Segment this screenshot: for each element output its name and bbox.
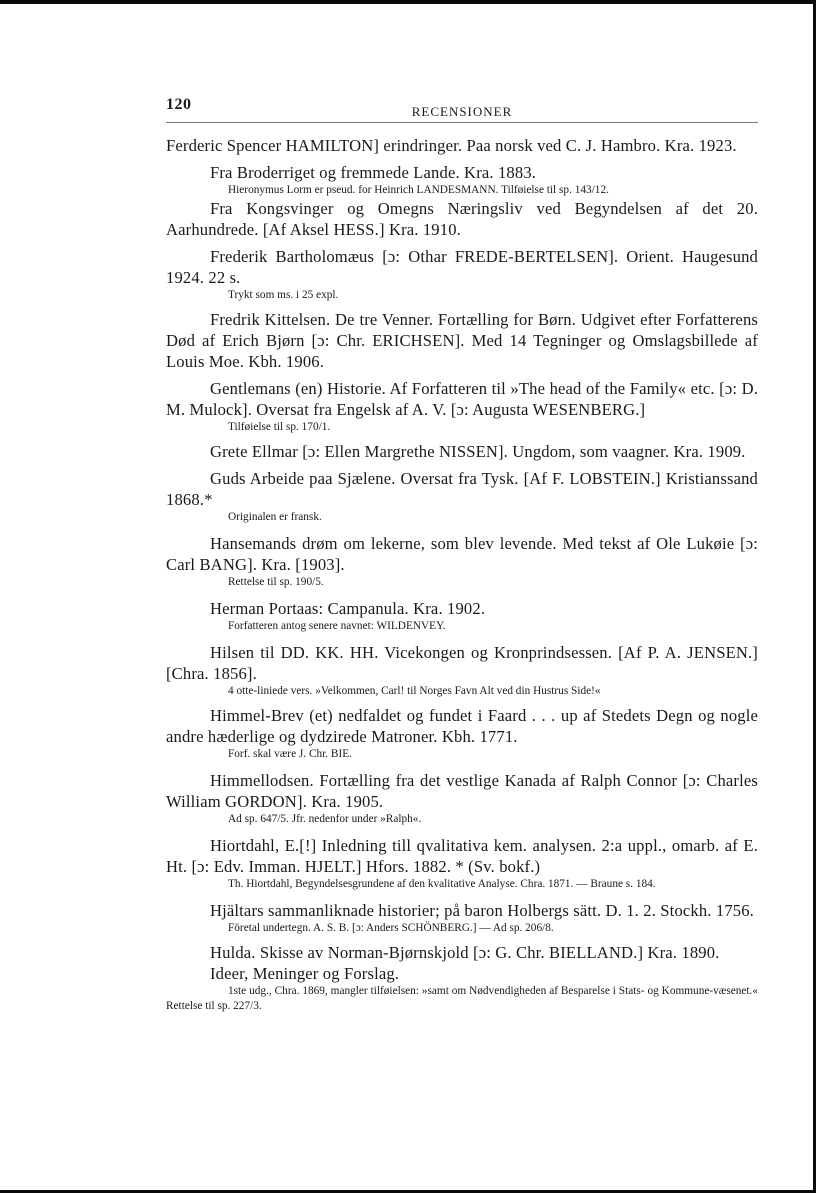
entry-note: Tilføielse til sp. 170/1. [228, 421, 331, 433]
entry-text: Fra Broderriget og fremmede Lande. Kra. 1883. [210, 163, 537, 182]
entry-text: Hjältars sammanliknade historier; på baron Holbergs sätt. D. 1. 2. Stockh. 1756. [210, 901, 754, 920]
entry-text: Guds Arbeide paa Sjælene. Oversat fra Tysk. [Af F. LOBSTEIN.] Kristianssand 1868.* [166, 469, 758, 509]
entry-note: 4 otte-liniede vers. »Velkommen, Carl! til Norges Favn Alt ved din Hustrus Side!« [228, 685, 601, 697]
entry-text: Grete Ellmar [ɔ: Ellen Margrethe NISSEN]. Ungdom, som vaagner. Kra. 1909. [210, 442, 746, 461]
entry-text: Hansemands drøm om lekerne, som blev levende. Med tekst af Ole Lukøie [ɔ: Carl BANG]. Kra. [1903]. [166, 534, 758, 574]
entry-text: Fra Kongsvinger og Omegns Næringsliv ved Begyndelsen af det 20. Aarhundrede. [Af Aksel HESS.] Kra. 1910. [166, 199, 758, 239]
entry-text: Hulda. Skisse av Norman-Bjørnskjold [ɔ: G. Chr. BIELLAND.] Kra. 1890. [210, 943, 720, 962]
running-title: RECENSIONER [411, 104, 513, 119]
entry-text: Frederik Bartholomæus [ɔ: Othar FREDE-BERTELSEN]. Orient. Haugesund 1924. 22 s. [166, 247, 758, 287]
entry-note: 1ste udg., Chra. 1869, mangler tilføielsen: »samt om Nødvendigheden af Besparelse i Stats- og Kommune-væsenet.« Rettelse til sp. 227/3. [166, 985, 758, 1012]
entry-text: Herman Portaas: Campanula. Kra. 1902. [210, 599, 486, 618]
entry-text: Ferderic Spencer HAMILTON] erindringer. Paa norsk ved C. J. Hambro. Kra. 1923. [166, 136, 737, 155]
page-number: 120 [166, 96, 192, 113]
entry-text: Himmellodsen. Fortælling fra det vestlige Kanada af Ralph Connor [ɔ: Charles William GORDON]. Kra. 1905. [166, 771, 758, 811]
entry-text: Hiortdahl, E.[!] Inledning till qvalitativa kem. analysen. 2:a uppl., omarb. af E. Ht. [ɔ: Edv. Imman. HJELT.] Hfors. 1882. * (Sv. bokf.) [166, 836, 758, 876]
bibliography-entries [166, 135, 758, 1014]
entry-note: Rettelse til sp. 190/5. [228, 576, 324, 588]
entry-text: Ideer, Meninger og Forslag. [210, 964, 400, 983]
page-header [166, 96, 758, 123]
entry-note: Originalen er fransk. [228, 511, 322, 523]
book-page [166, 96, 758, 1014]
entry-note: Ad sp. 647/5. Jfr. nedenfor under »Ralph«. [228, 813, 422, 825]
entry-note: Trykt som ms. i 25 expl. [228, 289, 339, 301]
entry-note: Forfatteren antog senere navnet: WILDENVEY. [228, 620, 446, 632]
entry-note: Företal undertegn. A. S. B. [ɔ: Anders SCHÖNBERG.] — Ad sp. 206/8. [228, 922, 554, 934]
entry-text: Fredrik Kittelsen. De tre Venner. Fortælling for Børn. Udgivet efter Forfatterens Død af Erich Bjørn [ɔ: Chr. ERICHSEN]. Med 14 Tegninger og Omslagsbillede af Louis Moe. Kbh. 1906. [166, 310, 758, 371]
entry-note: Hieronymus Lorm er pseud. for Heinrich LANDESMANN. Tilføielse til sp. 143/12. [228, 184, 609, 196]
entry-text: Himmel-Brev (et) nedfaldet og fundet i Faard . . . up af Stedets Degn og nogle andre hæderlige og dydzirede Matroner. Kbh. 1771. [166, 706, 758, 746]
entry-note: Th. Hiortdahl, Begyndelsesgrundene af den kvalitative Analyse. Chra. 1871. — Braune s. 184. [228, 878, 656, 890]
scan-edge-top [0, 0, 816, 4]
entry-text: Hilsen til DD. KK. HH. Vicekongen og Kronprindsessen. [Af P. A. JENSEN.] [Chra. 1856]. [166, 643, 758, 683]
entry-note: Forf. skal være J. Chr. BIE. [228, 748, 352, 760]
entry-text: Gentlemans (en) Historie. Af Forfatteren til »The head of the Family« etc. [ɔ: D. M. Mulock]. Oversat fra Engelsk af A. V. [ɔ: Augusta WESENBERG.] [166, 379, 758, 419]
